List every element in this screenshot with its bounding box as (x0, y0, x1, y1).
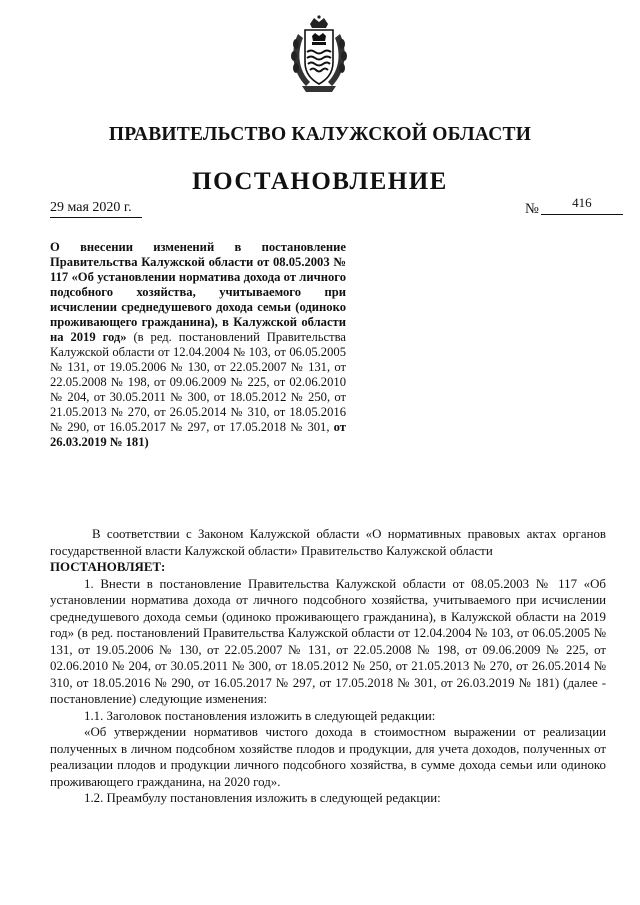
document-number: 416 (541, 195, 623, 215)
document-subject-heading (50, 240, 346, 450)
document-body (50, 526, 606, 807)
document-number-field (525, 195, 623, 218)
item-1-2-paragraph: 1.2. Преамбулу постановления изложить в следующей редакции: (84, 791, 441, 805)
preamble-paragraph: В соответствии с Законом Калужской области «О нормативных правовых актах органов государственной власти Калужской области» Правительство Калужской области (50, 527, 606, 558)
subject-text: О внесении изменений в постановление Правительства Калужской области от 08.05.2003 № 117 «Об установлении норматива дохода от личного подсобного хозяйства, учитываемого при исчислении среднедушевого дохода семьи (одиноко проживающего гражданина), в Калужской области на 2019 год» (50, 240, 346, 344)
item-1-1-paragraph: 1.1. Заголовок постановления изложить в следующей редакции: (84, 708, 436, 723)
item-1-paragraph: 1. Внести в постановление Правительства Калужской области от 08.05.2003 № 117 «Об установлении норматива дохода от личного подсобного хозяйства, учитываемого при исчислении среднедушевого дохода семьи (одиноко проживающего гражданина), в Калужской области на 2019 год» (в ред. постановлений Правительства Калужской области от 12.04.2004 № 103, от 06.05.2005 № 131, от 19.05.2006 № 130, от 22.05.2007 № 131, от 22.05.2008 № 198, от 09.06.2009 № 225, от 02.06.2010 № 204, от 30.05.2011 № 300, от 18.05.2012 № 250, от 21.05.2013 № 270, от 26.05.2014 № 310, от 18.05.2016 № 290, от 16.05.2017 № 297, от 17.05.2018 № 301, от 26.03.2019 № 181) (далее - постановление) следующие изменения: (50, 576, 606, 706)
resolves-label: ПОСТАНОВЛЯЕТ: (50, 560, 166, 574)
editions-last: от 26.03.2019 № 181) (50, 420, 346, 449)
kaluga-coat-of-arms-icon (286, 14, 352, 96)
item-1-1-quote: «Об утверждении нормативов чистого дохода в стоимостном выражении от реализации полученных в личном подсобном хозяйстве плодов и продукции, для учета доходов, полученных от реализации плодов и продукции личного подсобного хозяйства, в сумме дохода семьи или одиноко проживающего гражданина, на 2020 год». (50, 725, 606, 789)
number-sign: № (525, 201, 539, 217)
editions-text: (в ред. постановлений Правительства Калужской области от 12.04.2004 № 103, от 06.05.2005 № 131, от 19.05.2006 № 130, от 22.05.2007 № 131, от 22.05.2008 № 198, от 09.06.2009 № 225, от 02.06.2010 № 204, от 30.05.2011 № 300, от 18.05.2012 № 250, от 21.05.2013 № 270, от 26.05.2014 № 310, от 18.05.2016 № 290, от 16.05.2017 № 297, от 17.05.2018 № 301, (50, 330, 346, 434)
document-type-title: ПОСТАНОВЛЕНИЕ (192, 168, 448, 195)
organization-title: ПРАВИТЕЛЬСТВО КАЛУЖСКОЙ ОБЛАСТИ (108, 124, 532, 145)
document-date: 29 мая 2020 г. (50, 200, 142, 218)
